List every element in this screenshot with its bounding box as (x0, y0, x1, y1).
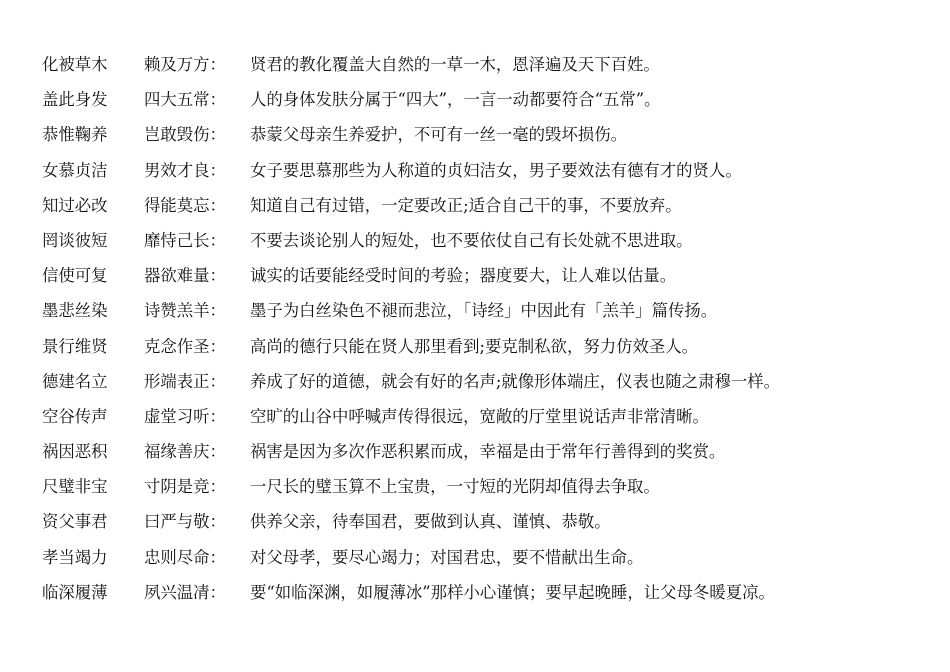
phrase-second: 夙兴温凊： (144, 582, 226, 602)
phrase-second: 器欲难量： (144, 266, 226, 286)
explanation: 对父母孝，要尽心竭力；对国君忠，要不惜献出生命。 (250, 547, 644, 567)
text-line (42, 469, 942, 504)
phrase-first: 资父事君 (42, 512, 108, 532)
phrase-second: 得能莫忘： (144, 195, 226, 215)
phrase-second: 靡恃己长： (144, 230, 226, 250)
explanation: 不要去谈论别人的短处，也不要依仗自己有长处就不思进取。 (250, 230, 693, 250)
phrase-first: 临深履薄 (42, 582, 108, 602)
text-line (42, 188, 942, 223)
explanation: 恭蒙父母亲生养爱护，不可有一丝一毫的毁坏损伤。 (250, 125, 627, 145)
phrase-second: 男效才良： (144, 160, 226, 180)
phrase-second: 忠则尽命： (144, 547, 226, 567)
phrase-second: 克念作圣： (144, 336, 226, 356)
text-line (42, 47, 942, 82)
phrase-first: 空谷传声 (42, 406, 108, 426)
phrase-first: 景行维贤 (42, 336, 108, 356)
explanation: 祸害是因为多次作恶积累而成，幸福是由于常年行善得到的奖赏。 (250, 442, 726, 462)
phrase-second: 寸阴是竞： (144, 477, 226, 497)
phrase-second: 诗赞羔羊： (144, 301, 226, 321)
text-line (42, 153, 942, 188)
text-line (42, 223, 942, 258)
phrase-first: 孝当竭力 (42, 547, 108, 567)
text-line (42, 575, 942, 610)
phrase-first: 祸因恶积 (42, 442, 108, 462)
phrase-first: 德建名立 (42, 371, 108, 391)
phrase-second: 四大五常： (144, 90, 226, 110)
phrase-first: 罔谈彼短 (42, 230, 108, 250)
explanation: 养成了好的道德，就会有好的名声;就像形体端庄，仪表也随之肃穆一样。 (250, 371, 781, 391)
explanation: 供养父亲，待奉国君，要做到认真、谨慎、恭敬。 (250, 512, 611, 532)
phrase-second: 赖及万方： (144, 55, 226, 74)
phrase-second: 形端表正： (144, 371, 226, 391)
explanation: 一尺长的璧玉算不上宝贵，一寸短的光阴却值得去争取。 (250, 477, 660, 497)
text-line (42, 364, 942, 399)
text-lines (42, 47, 942, 610)
phrase-first: 知过必改 (42, 195, 108, 215)
text-line (42, 329, 942, 364)
phrase-first: 墨悲丝染 (42, 301, 108, 321)
phrase-second: 虚堂习听： (144, 406, 226, 426)
phrase-first: 盖此身发 (42, 90, 108, 110)
text-line (42, 399, 942, 434)
text-line (42, 82, 942, 117)
phrase-second: 曰严与敬： (144, 512, 226, 532)
explanation: 要“如临深渊，如履薄冰”那样小心谨慎；要早起晚睡，让父母冬暖夏凉。 (250, 582, 775, 602)
phrase-first: 恭惟鞠养 (42, 125, 108, 145)
text-line (42, 117, 942, 152)
text-line (42, 434, 942, 469)
phrase-first: 信使可复 (42, 266, 108, 286)
text-line (42, 293, 942, 328)
explanation: 贤君的教化覆盖大自然的一草一木，恩泽遍及天下百姓。 (250, 55, 660, 74)
explanation: 诚实的话要能经受时间的考验；器度要大，让人难以估量。 (250, 266, 677, 286)
explanation: 知道自己有过错，一定要改正;适合自己干的事，不要放弃。 (250, 195, 682, 215)
explanation: 墨子为白丝染色不褪而悲泣，「诗经」中因此有「羔羊」篇传扬。 (250, 301, 718, 321)
phrase-first: 化被草木 (42, 55, 108, 74)
text-line (42, 258, 942, 293)
explanation: 人的身体发肤分属于“四大”，一言一动都要符合“五常”。 (250, 90, 661, 110)
phrase-second: 福缘善庆： (144, 442, 226, 462)
phrase-first: 女慕贞洁 (42, 160, 108, 180)
phrase-first: 尺璧非宝 (42, 477, 108, 497)
explanation: 高尚的德行只能在贤人那里看到;要克制私欲，努力仿效圣人。 (250, 336, 699, 356)
explanation: 空旷的山谷中呼喊声传得很远，宽敞的厅堂里说话声非常清晰。 (250, 406, 709, 426)
phrase-second: 岂敢毁伤： (144, 125, 226, 145)
explanation: 女子要思慕那些为人称道的贞妇洁女，男子要效法有德有才的贤人。 (250, 160, 742, 180)
text-line (42, 540, 942, 575)
text-line (42, 504, 942, 539)
